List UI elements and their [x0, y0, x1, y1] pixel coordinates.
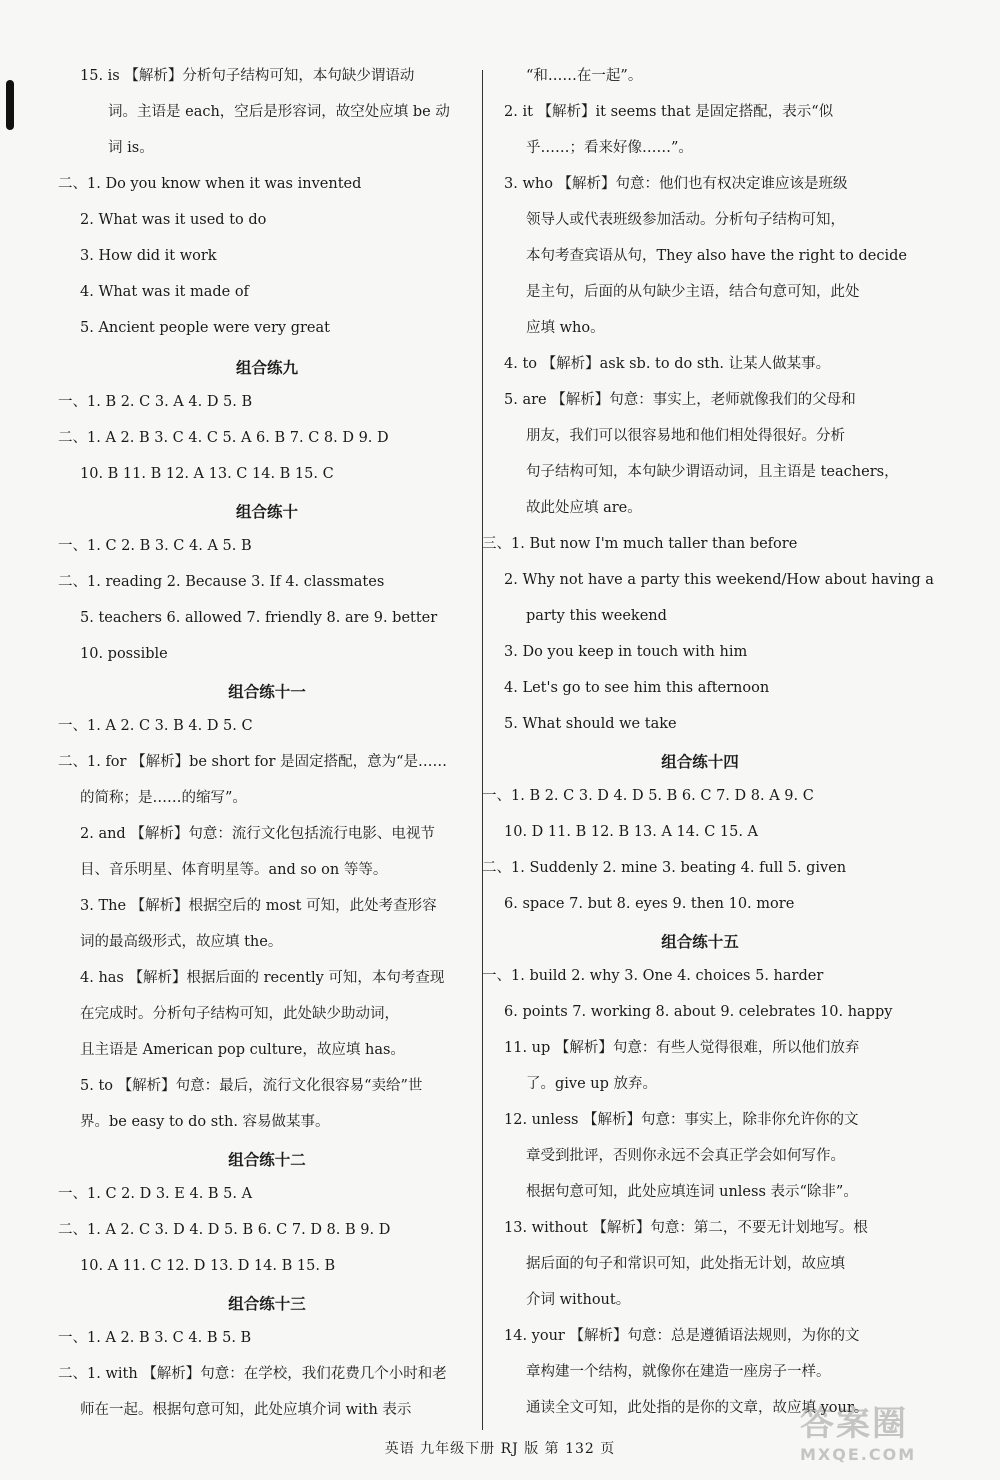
- text-line: 且主语是 American pop culture，故应填 has。: [80, 1042, 405, 1058]
- text-line: 章构建一个结构，就像你在建造一座房子一样。: [526, 1364, 831, 1380]
- section-heading: 组合练十: [235, 502, 298, 521]
- text-line: 4. has 【解析】根据后面的 recently 可知，本句考查现: [80, 970, 445, 986]
- binding-mark: [6, 80, 14, 130]
- text-line: 三、1. But now I'm much taller than before: [482, 536, 798, 552]
- text-line: 一、1. C 2. D 3. E 4. B 5. A: [58, 1186, 253, 1202]
- text-line: 是主句，后面的从句缺少主语，结合句意可知，此处: [526, 284, 860, 300]
- text-line: 5. teachers 6. allowed 7. friendly 8. are 9. better: [80, 610, 438, 626]
- text-line: 句子结构可知，本句缺少谓语动词，且主语是 teachers，: [526, 464, 899, 480]
- text-line: 3. How did it work: [80, 248, 217, 264]
- text-line: 10. A 11. C 12. D 13. D 14. B 15. B: [80, 1258, 336, 1274]
- text-line: 章受到批评，否则你永远不会真正学会如何写作。: [526, 1148, 845, 1164]
- text-line: 二、1. Suddenly 2. mine 3. beating 4. full 5. given: [482, 860, 847, 876]
- section-heading: 组合练十四: [661, 752, 739, 771]
- text-line: 5. What should we take: [504, 716, 677, 732]
- text-line: 本句考查宾语从句，They also have the right to decide: [526, 248, 907, 264]
- text-line: 二、1. A 2. B 3. C 4. C 5. A 6. B 7. C 8. D 9. D: [58, 430, 389, 446]
- section-heading: 组合练十三: [228, 1294, 306, 1313]
- section-heading: 组合练十二: [228, 1150, 306, 1169]
- text-line: 词 is。: [108, 140, 154, 156]
- text-line: 3. The 【解析】根据空后的 most 可知，此处考查形容: [80, 898, 437, 914]
- text-line: 6. space 7. but 8. eyes 9. then 10. more: [504, 896, 795, 912]
- text-line: 二、1. with 【解析】句意：在学校，我们花费几个小时和老: [58, 1366, 447, 1382]
- text-line: 5. Ancient people were very great: [80, 320, 330, 336]
- page-footer: 英语 九年级下册 RJ 版 第 132 页: [384, 1441, 616, 1457]
- text-line: 一、1. A 2. C 3. B 4. D 5. C: [58, 718, 253, 734]
- text-line: 11. up 【解析】句意：有些人觉得很难，所以他们放弃: [504, 1040, 860, 1056]
- text-line: 一、1. B 2. C 3. D 4. D 5. B 6. C 7. D 8. A 9. C: [482, 788, 814, 804]
- text-line: 一、1. A 2. B 3. C 4. B 5. B: [58, 1330, 252, 1346]
- section-heading: 组合练十五: [661, 932, 739, 951]
- watermark-url: MXQE.COM: [800, 1445, 917, 1464]
- text-line: 二、1. reading 2. Because 3. If 4. classmates: [58, 574, 385, 590]
- text-line: 应填 who。: [526, 320, 605, 336]
- text-line: 乎……；看来好像……”。: [526, 140, 693, 156]
- text-line: 一、1. B 2. C 3. A 4. D 5. B: [58, 394, 253, 410]
- text-line: 3. who 【解析】句意：他们也有权决定谁应该是班级: [504, 176, 848, 192]
- text-line: 2. it 【解析】it seems that 是固定搭配，表示“似: [504, 104, 834, 120]
- text-line: 介词 without。: [526, 1292, 631, 1308]
- text-line: “和……在一起”。: [526, 68, 643, 84]
- text-line: 10. possible: [80, 646, 168, 662]
- column-divider: [482, 70, 483, 1430]
- text-line: 2. and 【解析】句意：流行文化包括流行电影、电视节: [80, 826, 435, 842]
- text-line: 13. without 【解析】句意：第二，不要无计划地写。根: [504, 1220, 868, 1236]
- text-line: 4. What was it made of: [80, 284, 249, 300]
- text-line: 6. points 7. working 8. about 9. celebrates 10. happy: [504, 1004, 893, 1020]
- text-line: 3. Do you keep in touch with him: [504, 644, 748, 660]
- text-line: 10. B 11. B 12. A 13. C 14. B 15. C: [80, 466, 334, 482]
- text-line: 10. D 11. B 12. B 13. A 14. C 15. A: [504, 824, 759, 840]
- text-line: 2. Why not have a party this weekend/How about having a: [504, 572, 934, 588]
- text-line: 12. unless 【解析】句意：事实上，除非你允许你的文: [504, 1112, 859, 1128]
- text-line: 界。be easy to do sth. 容易做某事。: [80, 1114, 330, 1130]
- text-line: 一、1. C 2. B 3. C 4. A 5. B: [58, 538, 252, 554]
- text-line: 的简称；是……的缩写”。: [80, 790, 247, 806]
- text-line: 5. are 【解析】句意：事实上，老师就像我们的父母和: [504, 392, 856, 408]
- text-line: 故此处应填 are。: [526, 500, 642, 516]
- text-line: 词的最高级形式，故应填 the。: [80, 934, 283, 950]
- section-heading: 组合练十一: [228, 682, 306, 701]
- text-line: 15. is 【解析】分析句子结构可知，本句缺少谓语动: [80, 68, 415, 84]
- watermark-logo: [800, 1396, 990, 1476]
- text-line: 通读全文可知，此处指的是你的文章，故应填 your。: [526, 1400, 869, 1416]
- text-line: 2. What was it used to do: [80, 212, 267, 228]
- section-heading: 组合练九: [235, 358, 298, 377]
- text-line: 二、1. A 2. C 3. D 4. D 5. B 6. C 7. D 8. B 9. D: [58, 1222, 391, 1238]
- text-line: 在完成时。分析句子结构可知，此处缺少助动词，: [80, 1006, 399, 1022]
- text-line: 4. Let's go to see him this afternoon: [504, 680, 770, 696]
- text-line: 一、1. build 2. why 3. One 4. choices 5. harder: [482, 968, 824, 984]
- text-line: 5. to 【解析】句意：最后，流行文化很容易“卖给”世: [80, 1078, 423, 1094]
- text-line: 4. to 【解析】ask sb. to do sth. 让某人做某事。: [504, 356, 831, 372]
- text-line: 了。give up 放弃。: [526, 1076, 658, 1092]
- text-line: 师在一起。根据句意可知，此处应填介词 with 表示: [80, 1402, 412, 1418]
- text-line: 二、1. for 【解析】be short for 是固定搭配，意为“是……: [58, 754, 447, 770]
- text-line: 词。主语是 each，空后是形容词，故空处应填 be 动: [108, 104, 450, 120]
- text-line: 据后面的句子和常识可知，此处指无计划，故应填: [526, 1256, 845, 1272]
- text-line: 朋友，我们可以很容易地和他们相处得很好。分析: [526, 428, 845, 444]
- text-line: 根据句意可知，此处应填连词 unless 表示“除非”。: [526, 1184, 858, 1200]
- watermark-title: 答案圈: [800, 1404, 908, 1444]
- text-line: 领导人或代表班级参加活动。分析句子结构可知，: [526, 212, 845, 228]
- text-line: 目、音乐明星、体育明星等。and so on 等等。: [80, 862, 388, 878]
- text-line: 14. your 【解析】句意：总是遵循语法规则，为你的文: [504, 1328, 860, 1344]
- text-line: 二、1. Do you know when it was invented: [58, 176, 362, 192]
- text-line: party this weekend: [526, 608, 667, 624]
